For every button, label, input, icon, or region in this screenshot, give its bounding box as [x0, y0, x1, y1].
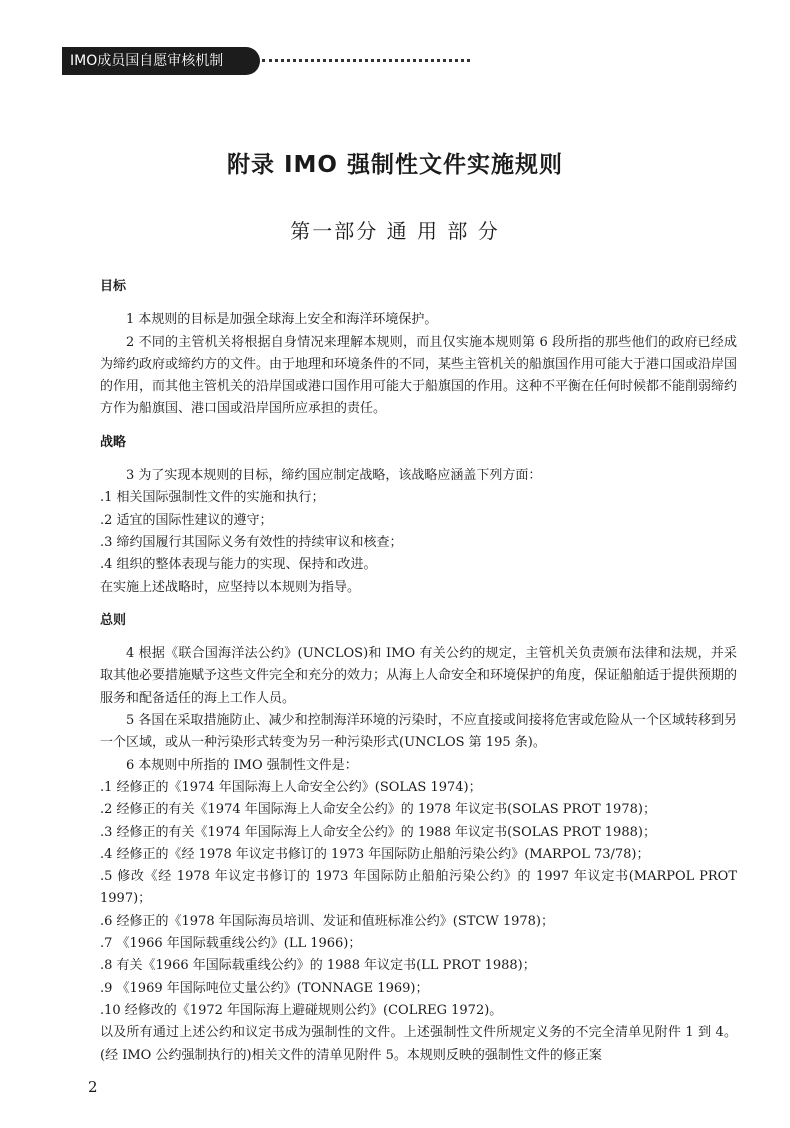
paragraph-1: 1 本规则的目标是加强全球海上安全和海洋环境保护。 — [126, 312, 438, 328]
page-number: 2 — [88, 1078, 98, 1096]
list-item: .3 经修正的有关《1974 年国际海上人命安全公约》的 1988 年议定书(SOLAS PROT 1988)； — [100, 824, 656, 840]
list-item: .2 适宜的国际性建议的遵守； — [100, 512, 273, 528]
general-closing: 以及所有通过上述公约和议定书成为强制性的文件。上述强制性文件所规定义务的不完全清单见附件 1 到 4。(经 IMO 公约强制执行的)相关文件的清单见附件 5。本规则反映的强制性文件的修正案 — [100, 1025, 737, 1063]
section-heading-strategy: 战略 — [100, 434, 127, 450]
list-item: .7 《1966 年国际载重线公约》(LL 1966)； — [100, 936, 362, 952]
list-item: .1 经修正的《1974 年国际海上人命安全公约》(SOLAS 1974)； — [100, 779, 482, 795]
running-header-title: IMO成员国自愿审核机制 — [70, 53, 224, 69]
strategy-closing: 在实施上述战略时，应坚持以本规则为指导。 — [100, 579, 361, 595]
paragraph-3: 3 为了实现本规则的目标，缔约国应制定战略，该战略应涵盖下列方面： — [126, 468, 542, 484]
paragraph-6: 6 本规则中所指的 IMO 强制性文件是： — [126, 757, 358, 773]
list-item: .5 修改《经 1978 年议定书修订的 1973 年国际防止船舶污染公约》的 1997 年议定书(MARPOL PROT 1997)； — [100, 869, 737, 907]
running-header-tab — [62, 47, 260, 75]
paragraph-5: 5 各国在采取措施防止、减少和控制海洋环境的污染时，不应直接或间接将危害或危险从一个区域转移到另一个区域，或从一种污染形式转变为另一种污染形式(UNCLOS 第 195 条)。 — [100, 713, 737, 751]
list-item: .10 经修改的《1972 年国际海上避碰规则公约》(COLREG 1972)。 — [100, 1002, 503, 1018]
paragraph-2: 2 不同的主管机关将根据自身情况来理解本规则，而且仅实施本规则第 6 段所指的那些他们的政府已经成为缔约政府或缔约方的文件。由于地理和环境条件的不同，某些主管机关的船旗国作用可能大于港口国或沿岸国的作用，而其他主管机关的沿岸国或港口国作用可能大于船旗国的作用。这种不平衡在任何时候都不能削弱缔约方作为船旗国、港口国或沿岸国所应承担的责任。 — [100, 334, 738, 417]
list-item: .4 组织的整体表现与能力的实现、保持和改进。 — [100, 557, 377, 573]
paragraph-4: 4 根据《联合国海洋法公约》(UNCLOS)和 IMO 有关公约的规定，主管机关负责颁布法律和法规，并采取其他必要措施赋予这些文件完全和充分的效力；从海上人命安全和环境保护的角度，保证船舶适于提供预期的服务和配备适任的海上工作人员。 — [100, 646, 738, 706]
document-body — [100, 276, 737, 1067]
header-dotted-rule — [262, 59, 470, 62]
part-title: 第一部分 通 用 部 分 — [290, 219, 500, 243]
list-item: .1 相关国际强制性文件的实施和执行； — [100, 490, 325, 506]
list-item: .2 经修正的有关《1974 年国际海上人命安全公约》的 1978 年议定书(SOLAS PROT 1978)； — [100, 802, 656, 818]
list-item: .6 经修正的《1978 年国际海员培训、发证和值班标准公约》(STCW 1978)； — [100, 913, 554, 929]
list-item: .9 《1969 年国际吨位丈量公约》(TONNAGE 1969)； — [100, 980, 429, 996]
section-heading-general: 总则 — [100, 612, 127, 628]
appendix-title: 附录 IMO 强制性文件实施规则 — [226, 152, 563, 178]
section-heading-objective: 目标 — [100, 279, 127, 294]
list-item: .8 有关《1966 年国际载重线公约》的 1988 年议定书(LL PROT 1988)； — [100, 958, 536, 974]
list-item: .4 经修正的《经 1978 年议定书修订的 1973 年国际防止船舶污染公约》(MARPOL 73/78)； — [100, 846, 650, 862]
list-item: .3 缔约国履行其国际义务有效性的持续审议和核查； — [100, 534, 403, 550]
